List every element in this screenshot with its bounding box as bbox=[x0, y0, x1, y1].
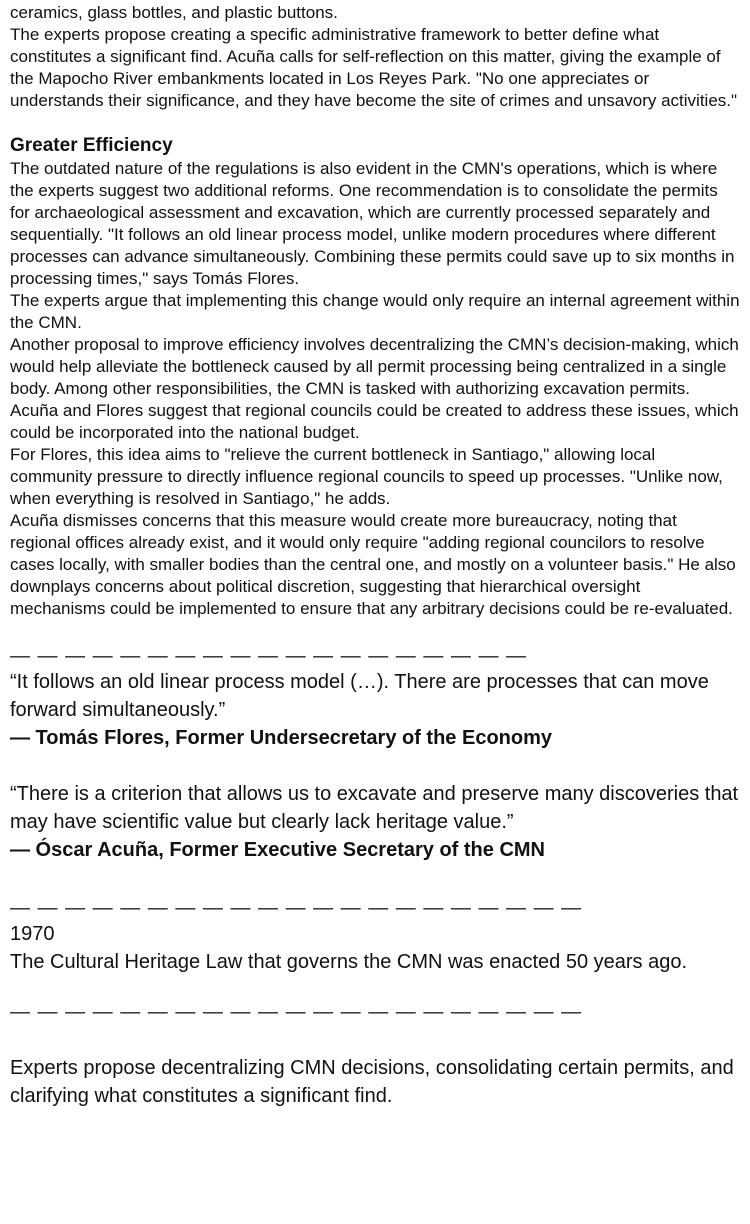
intro-paragraph-1: ceramics, glass bottles, and plastic buttons. bbox=[10, 3, 338, 22]
intro-paragraph-2: The experts propose creating a specific administrative framework to better define what constitutes a significant find. Acuña calls for self-reflection on this matter, giving the example of the Mapocho River embankments located in Los Reyes Park. "No one appreciates or understands their significance, and they have become the site of crimes and unsavory activities." bbox=[10, 25, 738, 110]
spacer bbox=[10, 976, 740, 1000]
divider-1: — — — — — — — — — — — — — — — — — — — bbox=[10, 645, 528, 667]
spacer bbox=[10, 620, 740, 644]
section-paragraph-2: The experts argue that implementing this change would only require an internal agreement within the CMN. bbox=[10, 291, 740, 332]
quote-2-text: “There is a criterion that allows us to excavate and preserve many discoveries that may have scientific value but clearly lack heritage value.” bbox=[10, 783, 739, 833]
spacer bbox=[10, 1024, 740, 1054]
section-paragraph-4: For Flores, this idea aims to "relieve the current bottleneck in Santiago," allowing local community pressure to directly influence regional councils to speed up processes. "Unlike now, when everything is resolved in Santiago," he adds. bbox=[10, 445, 723, 508]
quote-1-attribution: — Tomás Flores, Former Undersecretary of the Economy bbox=[10, 727, 553, 749]
section-paragraph-1: The outdated nature of the regulations is also evident in the CMN's operations, which is where the experts suggest two additional reforms. One recommendation is to consolidate the permits for archaeological assessment and excavation, which are currently processed separately and sequentially. "It follows an old linear process model, unlike modern procedures where different processes can advance simultaneously. Combining these permits could save up to six months in processing times," says Tomás Flores. bbox=[10, 159, 735, 288]
spacer bbox=[10, 752, 740, 780]
quote-2-attribution: — Óscar Acuña, Former Executive Secretary of the CMN bbox=[10, 839, 545, 861]
divider-3: — — — — — — — — — — — — — — — — — — — — — bbox=[10, 1001, 583, 1023]
summary-text: Experts propose decentralizing CMN decisions, consolidating certain permits, and clarifying what constitutes a significant find. bbox=[10, 1057, 734, 1107]
spacer bbox=[10, 864, 740, 896]
section-paragraph-5: Acuña dismisses concerns that this measure would create more bureaucracy, noting that regional offices already exist, and it would only require "adding regional councilors to resolve cases locally, with smaller bodies than the central one, and mostly on a volunteer basis." He also downplays concerns about political discretion, suggesting that hierarchical oversight mechanisms could be implemented to ensure that any arbitrary decisions could be re-evaluated. bbox=[10, 511, 736, 618]
fact-year: 1970 bbox=[10, 923, 55, 945]
section-paragraph-3: Another proposal to improve efficiency involves decentralizing the CMN’s decision-making, which would help alleviate the bottleneck caused by all permit processing being centralized in a single body. Among other responsibilities, the CMN is tasked with authorizing excavation permits. Acuña and Flores suggest that regional councils could be created to address these issues, which could be incorporated into the national budget. bbox=[10, 335, 739, 442]
divider-2: — — — — — — — — — — — — — — — — — — — — — bbox=[10, 897, 583, 919]
quote-1-text: “It follows an old linear process model (…). There are processes that can move forward simultaneously.” bbox=[10, 671, 709, 721]
section-heading: Greater Efficiency bbox=[10, 135, 173, 156]
spacer bbox=[10, 112, 740, 134]
fact-text: The Cultural Heritage Law that governs the CMN was enacted 50 years ago. bbox=[10, 951, 688, 973]
